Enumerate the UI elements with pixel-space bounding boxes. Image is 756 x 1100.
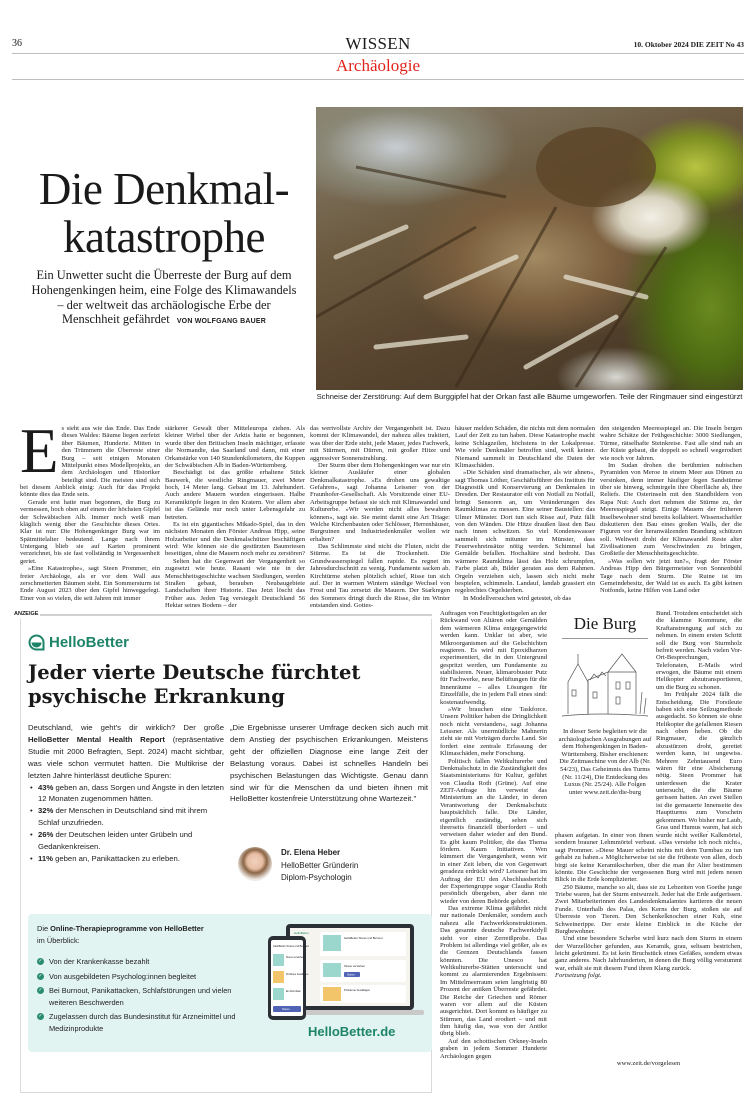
speech-bubble-logo-icon: [28, 634, 45, 651]
storm-debris-photo: [316, 107, 743, 390]
stat-item: [28, 829, 224, 853]
article-paragraph: »Wir brauchen eine Taskforce. Unsere Politiker haben die Dringlichkeit noch nicht verstanden«, sagt Johanna Leissner. Als unermüdliche Mahnerin zieht sie mit Vorträgen durchs Land. Sie fordert eine zentrale Erfassung der Klimaschäden, mehr Forschung.: [440, 705, 547, 758]
stat-item: [28, 782, 224, 806]
stat-value: 11%: [38, 853, 53, 863]
dateline: 10. Oktober 2024 DIE ZEIT No 43: [633, 40, 744, 49]
stat-item: [28, 853, 224, 865]
mockup-laptop-item: Stress verstehen: [344, 964, 365, 968]
article-paragraph: Im Frühjahr 2024 fällt die Entscheidung. Die Forstleute haben sich eine Seilzugmethode ausgedacht. So können sie ohne Helikopter die gefallenen Riesen nach oben heben. Ob die Ringmauer, die gänzlich abzustürzen droht, gerettet werden kann, ist ungewiss. Mehrere Zehntausend Euro wären für eine Absicherung nötig. Steen Prommer hat unterdessen die Krater untersucht, die die Bäume gerissen hatten. An zwei Stellen ist die gemauerte Innenseite des Hauptturms zum Vorschein gekommen. Wo bisher nur Laub, Gras und Humus waren, hat sich: [656, 691, 742, 831]
article-paragraph: Politisch fallen Weltkulturerbe und Denkmalschutz in die Zuständigkeit des Staatsministeriums für Kultur, geführt von Claudia Roth (Grüne). Auf eine ZEIT-Anfrage hin verweist das Ministerium an die Länder, in deren Verantwortung der Denkmalschutz hauptsächlich falle. Die Länder, eigentlich zuständig, sehen sich ihrerseits finanziell überfordert – und verweisen daher wieder auf den Bund. Es gibt kaum Politiker, die das Thema fördern. Kaum Initiativen. Wen kümmert die Vergangenheit, wenn wir in einer Zeit leben, die von Gegenwart geradezu erdrückt wird? Leissner hat im Auftrag der EU den Abschlussbericht der Expertengruppe sogar Claudia Roth persönlich übergeben, aber dann nie wieder von deren Behörde gehört.: [440, 757, 547, 905]
article-paragraph: 250 Bäume, manche so alt, dass sie zu Lebzeiten von Goethe junge Triebe waren, hat der Sturm entwurzelt. Jeder hat die Erde aufgerissen. Zwei Mitarbeiterinnen des Landesdenkmalamtes kartieren die neuen Funde. Unterhalb des Palas, des Kerns der Burg, stoßen sie auf Überreste von Tieren. Den Schenkelknochen einer Kuh, eine Schweinerippe. Der erste kleine Einblick in die Küche der Burgbewohner.: [555, 883, 742, 935]
article-paragraph: Das Schlimmste sind nicht die Fluten, nicht die Stürme. Es ist die Trockenheit. Die Grundwasserspiegel fallen rapide. Es regnet im Jahresdurchschnitt zu wenig. Fundamente sacken ab. Kirchtürme stehen plötzlich schief, Risse tun sich auf. Der in warmen Wintern ständige Wechsel von Frost und Tau zersetzt die Mauern. Der Starkregen des Sommers dringt durch die Risse, die im Winter entstanden sind. Gottes-: [310, 543, 450, 609]
rubric-rule: [12, 79, 744, 80]
series-rule: [562, 638, 648, 639]
mockup-laptop-button: Starten: [347, 973, 355, 977]
article-paragraph: stärkerer Gewalt über Mitteleuropa ziehen. Als kleiner Wirbel über der Arktis hatte er begonnen, wurde über den Britischen Inseln mächtiger, erfasste die Normandie, das Saarland und dann, mit einer Orkanstärke von 140 Stundenkilometern, die Kuppen der Schwäbischen Alb in Baden-Württemberg.: [165, 425, 305, 469]
stat-text: der Deutschen leiden unter Grübeln und Gedankenkreisen.: [38, 830, 193, 852]
byline: VON WOLFGANG BAUER: [176, 318, 266, 326]
stat-value: 32%: [38, 806, 54, 816]
mockup-laptop-item: Probleme bewältigen: [344, 988, 371, 992]
overview-post: im Überblick:: [37, 935, 80, 945]
overview-title: [37, 923, 204, 946]
stat-text: der Menschen in Deutschland sind mit ihrem Schlaf unzufrieden.: [38, 806, 208, 828]
page-number: 36: [12, 38, 22, 49]
article-deck: [28, 268, 300, 330]
benefit-item: [37, 971, 237, 983]
hellobetter-advertisement[interactable]: [20, 619, 432, 1093]
series-title: Die Burg: [573, 614, 637, 633]
ad-label-rule: [40, 614, 432, 616]
section-title: WISSEN: [345, 34, 411, 53]
check-circle-icon: ✓: [38, 1013, 43, 1019]
article-paragraph: »Die Schäden sind dramatischer, als wir ahnen«, sagt Thomas Löther, Geschäftsführer des Instituts für Diagnostik und Konservierung an Denkmalen in Dresden. Der Restaurator eilt von Notfall zu Notfall, bringt Sensoren an, um Veränderungen des Raumklimas zu messen. Eine seiner Baustellen: das Ulmer Münster. Dort tun sich Risse auf, Putz fällt von den Wänden. Die Hitze draußen lässt den Bau nach innen schwitzen. So viel Kondenswasser sammelt sich mitunter im Münster, dass Feuerwehreinsätze nötig werden. Schimmel hat Gemälde befallen. Hochaltäre sind bedroht. Das wärmere Raumklima lässt das Holz schrumpfen, Farbe platzt ab, Bilder geraten aus dem Rahmen. Orgeln verziehen sich, lassen sich nicht mehr bespielen, schimmeln. Landauf, landab grassiert ein regelrechtes Orgelsterben.: [455, 469, 595, 595]
rubric: Archäologie: [335, 56, 421, 75]
quote-author: [281, 847, 358, 885]
stat-text: geben an, Panikattacken zu erleben.: [52, 853, 180, 863]
article-paragraph: Das extreme Klima gefährdet nicht nur nationale Denkmäler, sondern auch nahezu alle Fachwerkkonstruktionen. Das gesamte deutsche Fachwerkidyll steht vor einer Zerreißprobe. Das Problem ist allerdings viel größer, als es die Grenzen Deutschlands fassen könnten. Die Unesco hat Weltkulturerbe-Stätten untersucht und kommt zu alarmierenden Ergebnissen: Im Mittelmeerraum seien langfristig 80 Prozent der antiken Überreste gefährdet. Die Reiche der Griechen und Römer waren vor allem auf die Küsten ausgerichtet. Dort kommt es häufiger zu Stürmen, das Land erodiert – und mit ihm häufig das, was von der Antike übrig blieb.: [440, 905, 547, 1038]
article-photo: [316, 107, 743, 390]
author-title: Diplom-Psychologin: [281, 873, 352, 882]
intro-text: Deutschland, wie geht's dir wirklich? Der große: [28, 723, 224, 732]
article-paragraph: »Was sollen wir jetzt tun?«, fragt der Förster Andreas Hipp den Bürgermeister von Sonnenbühl Tage nach dem Sturm. Die Ruine ist im Gemeindebesitz, der Wald ist es auch. Es gibt keinen Notfonds, keine Hilfen von Land oder: [600, 557, 742, 595]
series-box: [558, 613, 652, 796]
article-column-7: [656, 610, 742, 832]
article-paragraph: den steigenden Meeresspiegel an. Die Inseln bergen wahre Schätze der Frühgeschichte: 3000 Siedlungen, Türme, rätselhafte Steinkreise. Fast alle sind nah an der Küste gebaut, die doppelt so schnell wegerodiert wie noch vor Jahren.: [600, 425, 742, 462]
avatar: [238, 847, 272, 881]
article-paragraph: In Modellversuchen wird getestet, ob das: [463, 594, 571, 602]
benefits-list: [37, 956, 237, 1037]
article-paragraph: phasen aufgetan. In einer von ihnen wurde nicht weißer Kalkmörtel, sondern brauner Lehmmörtel verbaut. »Das verstehe ich noch nicht«, sagt Prommer. »Diese Mauer scheint nichts mit dem Turmbau zu tun gehabt zu haben.« Möglicherweise ist sie die früheste von allen, doch birgt sie keine Keramikscherben, über die man ihr Alter bestimmen könnte. Die Geschichte der vergessenen Burg wird mit jedem neuen Blick in die Erde komplizierter.: [555, 832, 742, 884]
program-overview-box: [28, 914, 432, 1052]
ad-headline: Jeder vierte Deutsche fürchtet psychische Erkrankung: [28, 661, 361, 708]
article-paragraph: Gerade erst hatte man begonnen, die Burg zu vermessen, hoch oben auf einem der höchsten Gipfel der Schwäbischen Alb. Immer noch weiß man kläglich wenig über die Geschichte dieses Ortes. Klar ist nur: Die Hohengenkinger Burg war im Spätmittelalter bedeutend. Lange nach ihrem Untergang blieb sie auf Karten prominent verzeichnet, bis sie fast vollständig in Vergessenheit geriet.: [20, 498, 160, 565]
article-column-8: [555, 832, 742, 1057]
author-role: HelloBetter Gründerin: [281, 860, 359, 870]
article-column-4: [455, 425, 595, 610]
article-column-2: [165, 425, 305, 610]
article-paragraph: s sieht aus wie das Ende. Das Ende dieses Waldes: Bäume liegen zerfetzt über Bäumen, Hunderte. Mitten in den Trümmern die Überreste einer Burg – seit einigen Monaten Mittelpunkt eines Modellprojekts, an dem Archäologen und Historiker beteiligt sind. Die meisten sind sich bei diesem Anblick einig: Auch für das Projekt könnte dies das Ende sein.: [20, 425, 160, 499]
article-headline: Die Denkmal-katastrophe: [38, 164, 290, 262]
article-paragraph: Und eine besondere Scherbe wird kurz nach dem Sturm in einem der Wurzellöcher gefunden, aus Keramik, grau, seltsam bestrichen, leicht gekrümmt. Es ist kein Bruchstück eines Gefäßes, sondern etwas ganz anderes. Nach Jahrhunderten, in denen die Burg völlig verstummt war, erhält sie mit diesem Fund ihren Klang zurück.: [555, 935, 742, 972]
continued-note: Fortsetzung folgt.: [555, 972, 602, 980]
mockup-phone-item: Probleme bewältigen: [286, 973, 309, 976]
website-link[interactable]: HelloBetter.de: [308, 1024, 396, 1039]
drop-cap: E: [20, 425, 59, 486]
mockup-phone-title: HelloBetter Stress und Burnout: [273, 945, 309, 948]
article-paragraph: Im Sudan drohen die berühmten nubischen Pyramiden von Meroe in einem Meer aus Dünen zu versinken, denn immer häufiger fegen Sandstürme über sie hinweg, schmirgeln ihre Oberfläche ab, ihre Reliefs. Die Osterinseln mit den Standbildern von Rapa Nui: Auch dort nehmen die Stürme zu, der Meeresspiegel steigt. Einige Mauern der früheren Inselbewohner sind bereits kollabiert. Wissenschaftler diskutieren den Bau eines großen Walls, der die Figuren vor der heranwälzenden Brandung schützen soll. Weltweit droht der Klimawandel Reste alter Zivilisationen zum Verschwinden zu bringen, Großteile der Menschheitsgeschichte.: [600, 461, 742, 558]
article-column-5: [600, 425, 742, 610]
brand-name: HelloBetter: [49, 634, 130, 651]
benefit-item: [37, 985, 237, 1008]
ad-intro: [28, 722, 224, 865]
article-paragraph: Bund. Trotzdem entscheidet sich die klamme Kommune, die Kraftanstrengung auf sich zu nehmen. In einem ersten Schritt soll die Burg von Sturmholz befreit werden. Nach vielen Vor-Ort-Besprechungen, Telefonaten, E-Mails wird erwogen, die Bäume mit einem Helikopter abzutransportieren, um die Burg zu schonen.: [656, 610, 742, 691]
series-text: In dieser Serie begleiten wir die archäologischen Ausgrabungen auf dem Hohengenkingen in Baden-Württemberg. Bisher erschienen: Die Zeitmaschine von der Alb (Nr. 54/23), Das Geheimnis des Turms (Nr. 11/24), Die Entdeckung des Luxus (Nr. 25/24). Alle Folgen unter www.zeit.de/die-burg: [558, 728, 652, 796]
audio-link[interactable]: www.zeit.de/vorgelesen: [616, 1060, 681, 1067]
mockup-phone-button: Starten: [282, 1008, 290, 1011]
article-paragraph: »Eine Katastrophe«, sagt Steen Prommer, ein freier Archäologe, als er vor dem Wall aus zerschmetterten Bäumen steht. Ein Sommersturm ist Ende August 2023 über den Gipfel hinweggefegt. Einer von so vielen, die seit Jahren mit immer: [20, 565, 160, 602]
stat-value: 43%: [38, 782, 54, 792]
ad-quote: „Die Ergebnisse unserer Umfrage decken sich auch mit dem Anstieg der psychischen Erkrankungen. Meistens geht der offiziellen Diagnose eine lange Zeit der Belastung voraus. Dabei ist schnelles Handeln bei psychischen Belastungen das Wichtigste. Genau dann sind wir für die Menschen da und bieten ihnen mit HelloBetter kostenfreie Unterstützung ohne Wartezeit.": [230, 723, 428, 804]
check-circle-icon: ✓: [38, 987, 43, 993]
article-column-6: [440, 610, 547, 1090]
hellobetter-logo: [28, 634, 129, 651]
article-paragraph: Auf den schottischen Orkney-Inseln graben in jedem Sommer Hunderte Archäologen gegen: [440, 1037, 547, 1060]
benefit-item: [37, 956, 237, 968]
deck-text: Ein Unwetter sucht die Überreste der Burg auf dem Hohengenkingen heim, eine Folge des Klimawandels – der weltweit das archäologische Erbe der Menschheit gefährdet: [31, 268, 297, 327]
intro-text-cont: (repräsentative Studie mit 2000 Befragten, Sept. 2024) macht sichtbar, was viele schon vermutet hatten. Die Multikrise der letzten Jahre hinterlässt deutliche Spuren:: [28, 734, 224, 780]
castle-sketch-icon: [560, 642, 650, 720]
stat-text: geben an, dass Sorgen und Ängste in den letzten 12 Monaten zugenommen hätten.: [38, 782, 224, 804]
benefit-text: Von der Krankenkasse bezahlt: [49, 957, 150, 966]
article-paragraph: Der Sturm über dem Hohengenkingen war nur ein kleiner Ausläufer einer globalen Denkmalkatastrophe. »Es drohen uns gewaltige Gefahren«, sagt Johanna Leissner von der Fraunhofer-Gesellschaft. Als Vorsitzende einer EU-Arbeitsgruppe befasst sie sich mit Klimawandel und Kulturerbe. »Wir werden nicht alles bewahren können«, sagt sie. Sie meint damit eine Art Triage: Welche Kirchenbauten oder Schlösser, Herrenhäuser, Burgruinen und Industriedenkmäler wollen wir erhalten?: [310, 461, 450, 543]
report-name: HelloBetter Mental Health Report: [28, 734, 165, 744]
article-paragraph: das wertvollste Archiv der Vergangenheit ist. Dazu kommt der Klimawandel, der nahezu alles traktiert, was über der Erde steht, jede Mauer, jedes Fachwerk, mit Stürmen, mit Dürren, mit großer Hitze und aggressiver Sonnenstrahlung.: [310, 425, 450, 462]
mockup-logo: HelloBetter: [294, 931, 309, 935]
continued-line: [555, 972, 742, 979]
article-paragraph: Es ist ein gigantisches Mikado-Spiel, das in den nächsten Monaten den Förster Andreas Hipp, seine Holzarbeiter und die Denkmalschützer beschäftigen wird: Wie können sie die gestürzten Baumriesen beseitigen, ohne die Mauern noch mehr zu zerstören?: [165, 520, 305, 558]
article-paragraph: Selten hat die Gegenwart der Vergangenheit so zugesetzt wie heute. Rasant wie nie in der Menschheitsgeschichte wachsen Siedlungen, werden Straßen gebaut, berauben Neubaugebiete Landschaften ihrer Historie. Das Jetzt löscht das Früher aus. Jeden Tag versiegelt Deutschland 56 Hektar seines Bodens – der: [165, 557, 305, 609]
mockup-phone-item: Ein Ziel bilden: [286, 990, 302, 993]
ad-label: ANZEIGE: [14, 611, 39, 617]
author-name: Dr. Elena Heber: [281, 848, 341, 857]
benefit-text: Von ausgebildeten Psycholog:innen begleitet: [49, 971, 197, 981]
benefit-item: [37, 1011, 237, 1034]
article-paragraph: Auftragen von Feuchtigkeitsgelen an der Rückwand von Altären oder Gemälden dem wärmeren Klima entgegengewirkt werden kann. Unklar ist aber, wie Mikroorganismen auf die Gelschichten reagieren. Es wird mit Epoxidharzen experimentiert, die in den Untergrund gespritzt werden, um Fundamente zu stabilisieren. Neuer, klimarobuster Putz für Fachwerke, neue Belüftungen für die Innenräume – alles Lösungen für Einzelfälle, die in jedem Fall eines sind: kostenaufwendig.: [440, 610, 547, 706]
stat-value: 26%: [38, 830, 54, 840]
article-column-3: [310, 425, 450, 610]
article-paragraph: häuser melden Schäden, die nichts mit dem normalen Lauf der Zeit zu tun haben. Diese Katastrophe macht keine Schlagzeilen, höchstens in der Lokalpresse. Wie viele Denkmäler betroffen sind, weiß keiner. Niemand sammelt in Deutschland die Daten der Klimaschäden.: [455, 425, 595, 469]
check-circle-icon: ✓: [38, 972, 43, 979]
mockup-laptop-item: HelloBetter Stress und Burnout: [344, 936, 383, 940]
check-circle-icon: ✓: [38, 958, 43, 964]
stat-item: [28, 805, 224, 829]
overview-pre: Die: [37, 924, 51, 933]
stats-list: [28, 782, 224, 865]
photo-caption: Schneise der Zerstörung: Auf dem Burggipfel hat der Orkan fast alle Bäume umgeworfen. Teile der Ringmauer sind eingestürzt: [316, 392, 743, 401]
overview-bold: Online-Therapieprogramme von HelloBetter: [50, 924, 204, 933]
header-rule: [12, 53, 744, 54]
app-mockup-image: [266, 922, 426, 1022]
article-paragraph: Beschädigt ist das größte erhaltene Stück Bauwerk, die westliche Ringmauer, zwei Meter hoch, 14 Meter lang. Gebaut im 13. Jahrhundert. Auch andere Mauern wurden eingerissen. Halbe Keramiktöpfe liegen in den Kratern. Vor allem aber ist das Gelände nur noch unter Lebensgefahr zu betreten.: [165, 469, 305, 521]
article-column-1: [20, 425, 160, 610]
mockup-phone-item: Stress verstehen: [286, 956, 304, 959]
benefit-text: Zugelassen durch das Bundesinstitut für Arzneimittel und Medizinprodukte: [49, 1012, 236, 1033]
benefit-text: Bei Burnout, Panikattacken, Schlafstörungen und vielen weiteren Beschwerden: [49, 986, 232, 1007]
